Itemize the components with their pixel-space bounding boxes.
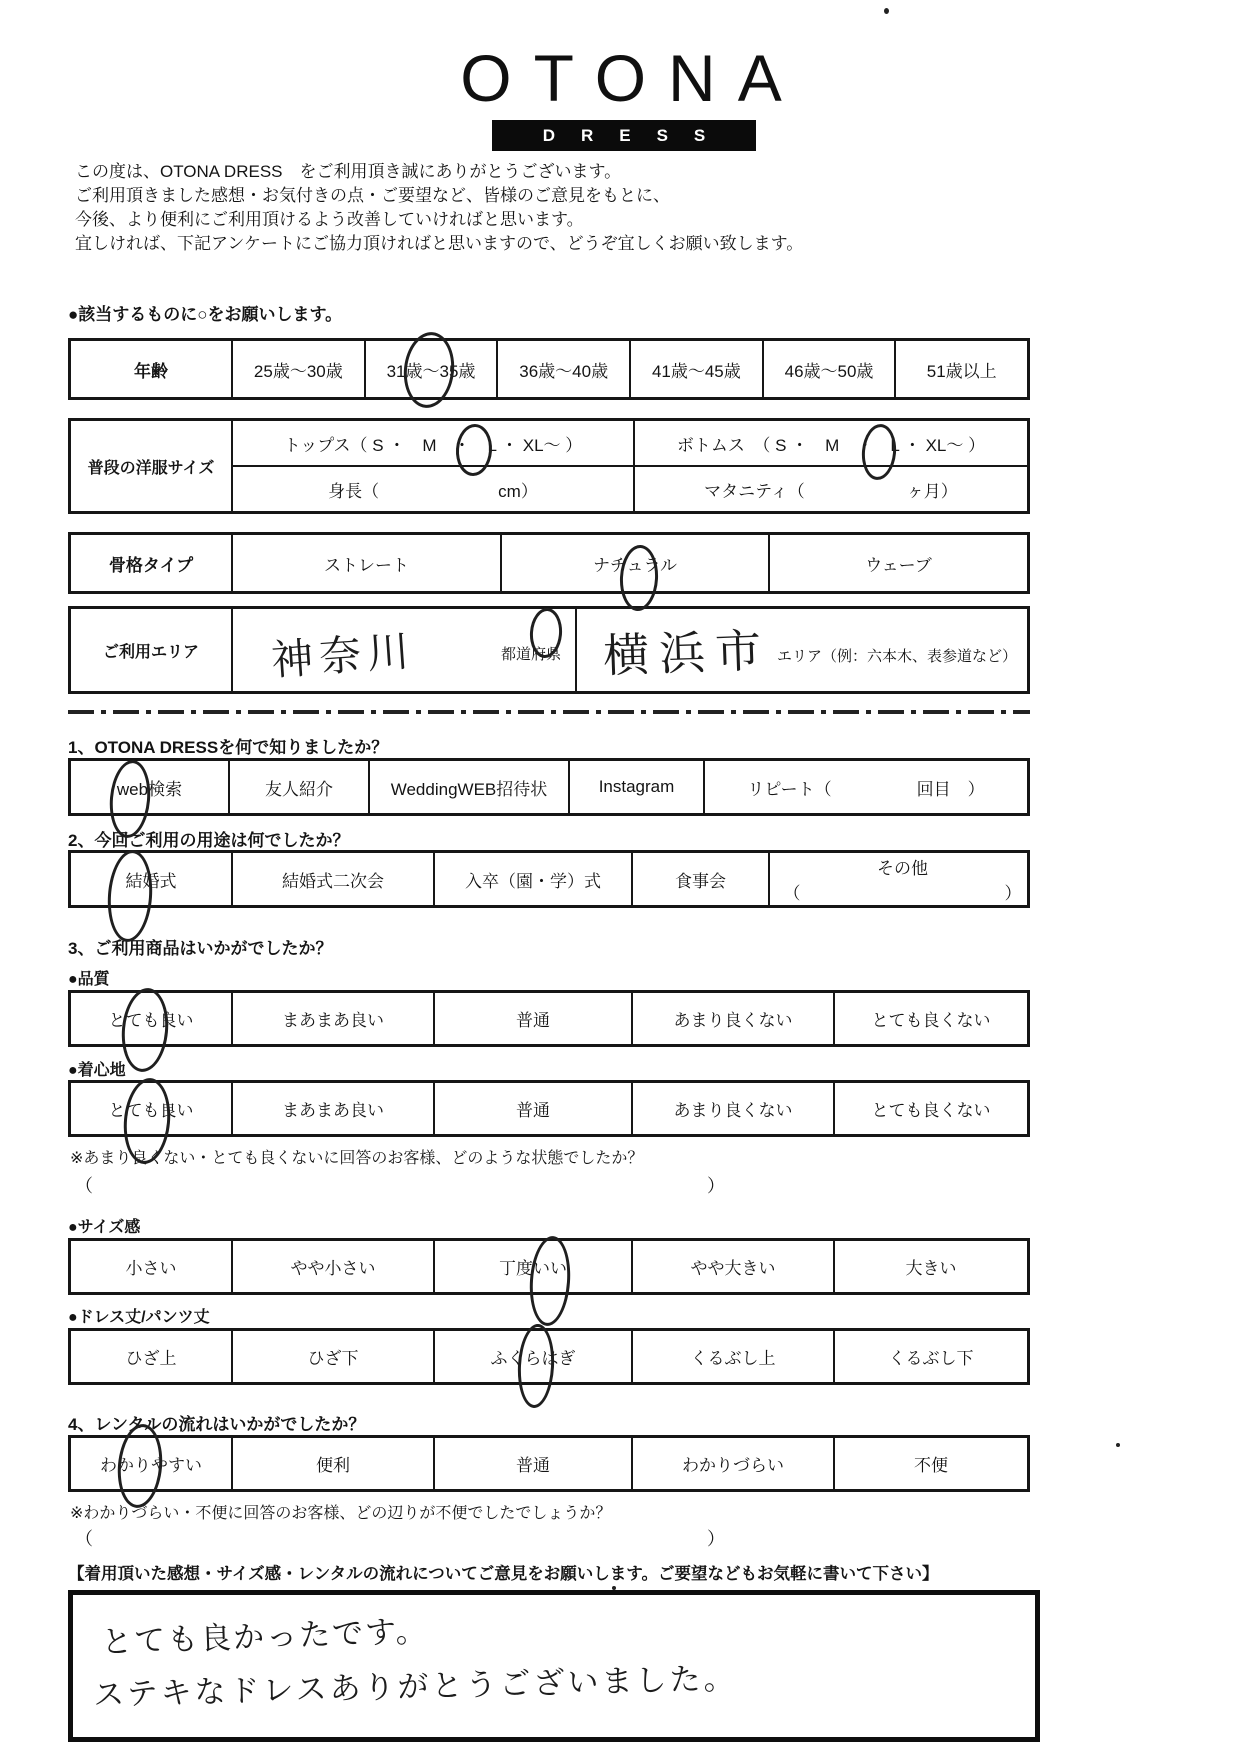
skeleton-option: ストレート [231, 535, 500, 591]
size-header: 普段の洋服サイズ [87, 459, 215, 477]
comment-section-header: 【着用頂いた感想・サイズ感・レンタルの流れについてご意見をお願いします。ご要望などもお気軽に書いて下さい】 [68, 1565, 939, 1583]
comfort-option-selected: とても良い [108, 1101, 194, 1120]
city-cell [575, 609, 1027, 691]
q2-option: その他（ ） [768, 853, 1027, 905]
q1-option: リピート（ 回目 ） [703, 761, 1027, 813]
length-option: ひざ下 [231, 1331, 433, 1382]
quality-label: ●品質 [68, 971, 110, 988]
skeleton-type-table [68, 532, 1030, 594]
handwritten-comment-line1: とても良かったです。 [100, 1613, 430, 1661]
comfort-option: あまり良くない [631, 1083, 833, 1134]
scan-artifact-dot [612, 1586, 616, 1590]
quality-option-selected: とても良い [108, 1011, 194, 1030]
age-table [68, 338, 1030, 400]
comfort-option: とても良くない [833, 1083, 1027, 1134]
open-paren: （ [75, 1176, 93, 1196]
skeleton-header: 骨格タイプ [108, 555, 194, 575]
scan-artifact-dot [1116, 1443, 1120, 1447]
q4-option: 普通 [433, 1438, 631, 1489]
q1-option: WeddingWEB招待状 [368, 761, 568, 813]
length-option: くるぶし上 [631, 1331, 833, 1382]
prefecture-cell [231, 609, 575, 691]
question-4-table [68, 1435, 1030, 1492]
area-header: ご利用エリア [102, 643, 199, 661]
age-option-selected: 31歳～35歳 [364, 341, 497, 397]
length-label: ●ドレス丈/パンツ丈 [68, 1309, 210, 1326]
question-2-table [68, 850, 1030, 908]
age-option: 25歳～30歳 [231, 341, 364, 397]
q1-option: 友人紹介 [228, 761, 368, 813]
height-cell: 身長（ cm） [231, 467, 633, 511]
comfort-option: 普通 [433, 1083, 631, 1134]
intro-line: 今後、より便利にご利用頂けるよう改善していければと思います。 [75, 210, 584, 229]
intro-line: この度は、OTONA DRESS をご利用頂き誠にありがとうございます。 [75, 162, 622, 181]
q1-option: Instagram [568, 761, 703, 813]
handwritten-prefecture: 神奈川 [269, 626, 417, 685]
intro-line: 宜しければ、下記アンケートにご協力頂ければと思いますので、どうぞ宜しくお願い致します。 [75, 234, 804, 253]
intro-line: ご利用頂きました感想・お気付きの点・ご要望など、皆様のご意見をもとに、 [75, 186, 670, 205]
question-2-title: 2、今回ご利用の用途は何でしたか？ [68, 831, 350, 850]
circle-instruction: ●該当するものに○をお願いします。 [68, 305, 343, 324]
comment-box [68, 1590, 1040, 1742]
quality-option: 普通 [433, 993, 631, 1044]
tops-size-cell: トップス（ S ・ M ・ L ・ XL～ ） [231, 421, 633, 465]
quality-option: とても良くない [833, 993, 1027, 1044]
brand-logo-sub: DRESS [542, 125, 732, 145]
length-option: ひざ上 [125, 1349, 177, 1368]
q1-option-selected: web検索 [116, 779, 183, 799]
size-fit-label: ●サイズ感 [68, 1219, 141, 1236]
comfort-label: ●着心地 [68, 1062, 126, 1079]
close-paren: ） [707, 1529, 725, 1549]
quality-option: あまり良くない [631, 993, 833, 1044]
size-fit-option: やや大きい [631, 1241, 833, 1292]
size-fit-option: 大きい [833, 1241, 1027, 1292]
dashed-separator [68, 710, 1030, 714]
q2-option: 結婚式二次会 [231, 853, 433, 905]
handwritten-comment-line2: ステキなドレスありがとうございました。 [92, 1660, 738, 1714]
maternity-cell: マタニティ（ ヶ月） [633, 467, 1027, 511]
age-option: 51歳以上 [894, 341, 1027, 397]
age-option: 41歳～45歳 [629, 341, 762, 397]
size-fit-option-selected: 丁度いい [433, 1241, 631, 1292]
age-header: 年齢 [134, 361, 168, 381]
age-option: 46歳～50歳 [762, 341, 895, 397]
length-option-selected: ふくらはぎ [433, 1331, 631, 1382]
quality-followup-answer-area [75, 1172, 725, 1198]
skeleton-option: ウェーブ [768, 535, 1027, 591]
question-1-table [68, 758, 1030, 816]
question-1-title: 1、OTONA DRESSを何で知りましたか？ [68, 738, 389, 757]
q4-option-selected: わかりやすい [100, 1456, 202, 1475]
size-fit-option: 小さい [125, 1259, 177, 1278]
age-option: 36歳～40歳 [496, 341, 629, 397]
open-paren: （ [75, 1529, 93, 1549]
quality-table [68, 990, 1030, 1047]
intro-paragraph [75, 160, 803, 256]
q2-option-selected: 結婚式 [125, 871, 177, 891]
size-fit-option: やや小さい [231, 1241, 433, 1292]
close-paren: ） [707, 1176, 725, 1196]
quality-option: まあまあ良い [231, 993, 433, 1044]
q4-followup-note: ※わかりづらい・不便に回答のお客様、どの辺りが不便でしたでしょうか？ [70, 1505, 612, 1522]
area-example-label: エリア（例：六本木、表参道など） [776, 648, 1017, 665]
q2-option: 入卒（園・学）式 [433, 853, 631, 905]
q4-option: 便利 [231, 1438, 433, 1489]
scan-artifact-dot [884, 8, 889, 14]
bottoms-size-cell: ボトムス （ S ・ M ・ L ・ XL～ ） [633, 421, 1027, 465]
question-4-title: 4、レンタルの流れはいかがでしたか？ [68, 1415, 366, 1434]
length-option: くるぶし下 [833, 1331, 1027, 1382]
q4-option: 不便 [833, 1438, 1027, 1489]
handwritten-city: 横浜市 [602, 623, 772, 683]
brand-logo-bar [492, 120, 756, 151]
q2-option: 食事会 [631, 853, 768, 905]
comfort-option: まあまあ良い [231, 1083, 433, 1134]
skeleton-option-selected: ナチュラル [500, 535, 768, 591]
q4-option: わかりづらい [631, 1438, 833, 1489]
question-3-title: 3、ご利用商品はいかがでしたか？ [68, 939, 333, 958]
prefecture-label: 都道府県 [500, 646, 561, 663]
quality-followup-note: ※あまり良くない・とても良くないに回答のお客様、どのような状態でしたか？ [70, 1150, 644, 1167]
comfort-table [68, 1080, 1030, 1137]
brand-logo-text: OTONA [460, 41, 804, 115]
q4-followup-answer-area [75, 1525, 725, 1551]
